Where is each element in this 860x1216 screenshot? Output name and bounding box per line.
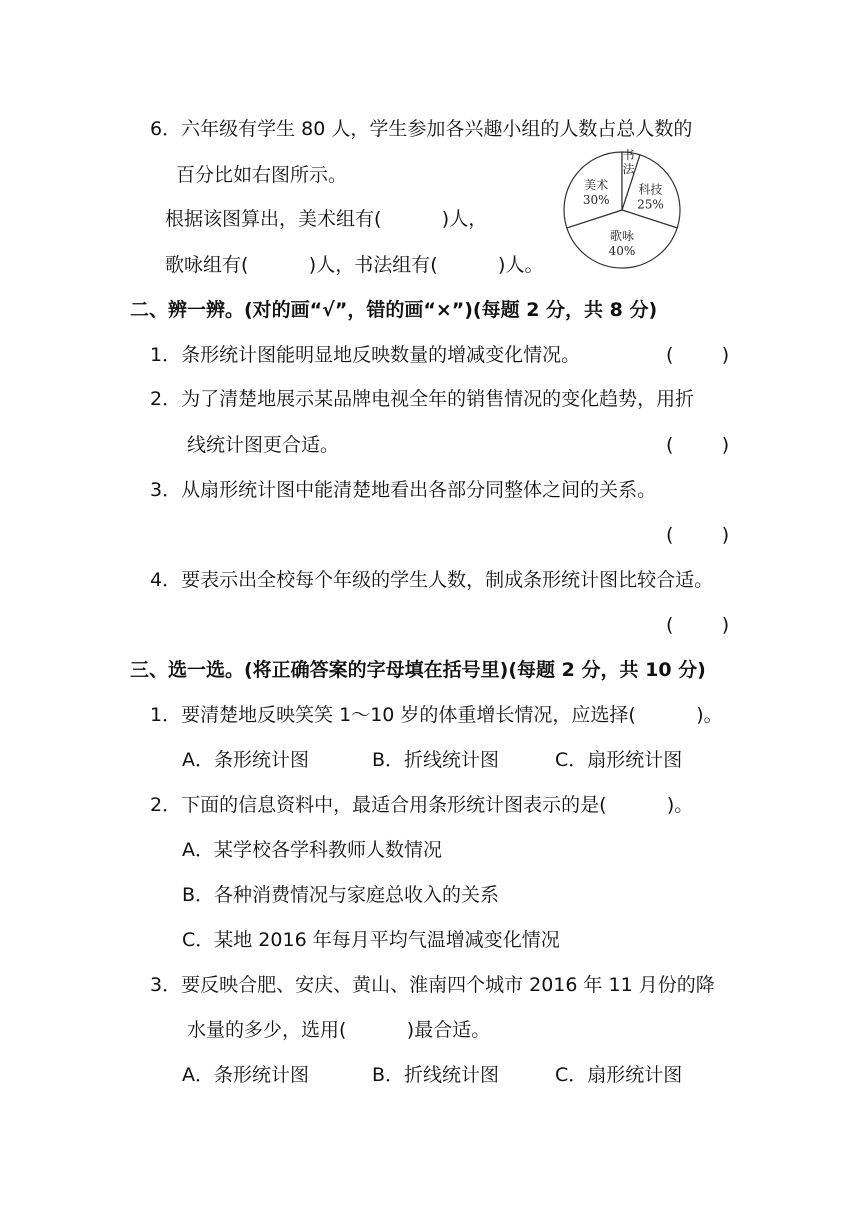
s3-q3-line1: 3．要反映合肥、安庆、黄山、淮南四个城市 2016 年 11 月份的降: [150, 974, 715, 996]
s2-item2-line2: 线统计图更合适。: [187, 434, 340, 456]
s3-q1-option-c[interactable]: C．扇形统计图: [555, 749, 683, 771]
s3-q1-stem: 1．要清楚地反映笑笑 1～10 岁的体重增长情况，应选择( )。: [150, 704, 723, 726]
s2-item2-answer-blank[interactable]: ( ): [666, 434, 730, 456]
q6-line1: 6．六年级有学生 80 人，学生参加各兴趣小组的人数占总人数的: [150, 118, 693, 140]
pie-value-0: 25%: [637, 197, 664, 212]
s3-q1-option-a[interactable]: A．条形统计图: [182, 749, 309, 771]
q6-line3: 根据该图算出，美术组有( )人，: [165, 208, 488, 230]
s3-q2-option-c[interactable]: C．某地 2016 年每月平均气温增减变化情况: [182, 929, 560, 951]
pie-value-2: 30%: [582, 193, 610, 208]
s2-item1-line1: 1．条形统计图能明显地反映数量的增减变化情况。: [150, 344, 581, 366]
pie-label-0: 科技: [638, 182, 663, 197]
s2-item4-line1: 4．要表示出全校每个年级的学生人数，制成条形统计图比较合适。: [150, 569, 714, 591]
pie-label-1: 歌咏: [609, 228, 635, 243]
s2-item4-answer-blank[interactable]: ( ): [666, 614, 730, 636]
pie-chart: [560, 148, 690, 272]
pie-label-3: 书法: [622, 148, 635, 176]
s3-q2-option-b[interactable]: B．各种消费情况与家庭总收入的关系: [182, 884, 500, 906]
q6-line4: 歌咏组有( )人，书法组有( )人。: [165, 254, 544, 276]
s2-item3-line1: 3．从扇形统计图中能清楚地看出各部分同整体之间的关系。: [150, 479, 657, 501]
pie-value-1: 40%: [608, 243, 636, 258]
q6-line2: 百分比如右图所示。: [176, 164, 348, 186]
section2-heading: 二、辨一辨。(对的画“√”，错的画“×”)(每题 2 分，共 8 分): [130, 299, 658, 321]
s3-q3-option-c[interactable]: C．扇形统计图: [555, 1064, 683, 1086]
s3-q3-option-a[interactable]: A．条形统计图: [182, 1064, 309, 1086]
s3-q2-option-a[interactable]: A．某学校各学科教师人数情况: [182, 839, 442, 861]
s2-item2-line1: 2．为了清楚地展示某品牌电视全年的销售情况的变化趋势，用折: [150, 388, 695, 410]
s2-item1-answer-blank[interactable]: ( ): [666, 344, 730, 366]
pie-label-2: 美术: [584, 178, 609, 193]
s3-q2-stem: 2．下面的信息资料中，最适合用条形统计图表示的是( )。: [150, 794, 694, 816]
s2-item3-answer-blank[interactable]: ( ): [666, 524, 730, 546]
s3-q3-line2: 水量的多少，选用( )最合适。: [187, 1019, 491, 1041]
s3-q3-option-b[interactable]: B．折线统计图: [372, 1064, 500, 1086]
s3-q1-option-b[interactable]: B．折线统计图: [372, 749, 500, 771]
section3-heading: 三、选一选。(将正确答案的字母填在括号里)(每题 2 分，共 10 分): [130, 659, 706, 681]
